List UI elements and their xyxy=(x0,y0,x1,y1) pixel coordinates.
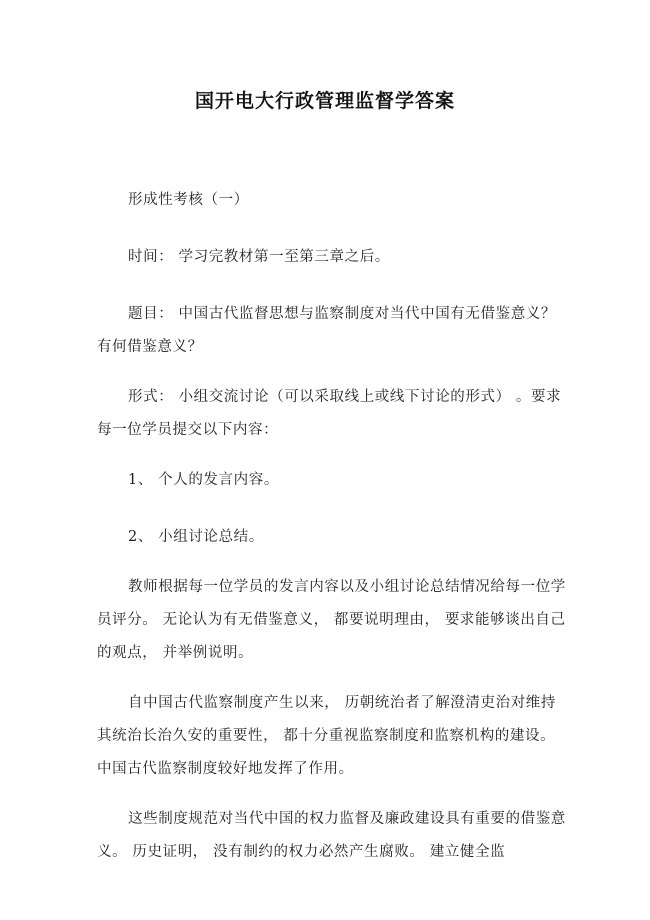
paragraph-grading: 教师根据每一位学员的发言内容以及小组讨论总结情况给每一位学员评分。 无论认为有无借鉴意义， 都要说明理由， 要求能够谈出自己的观点， 并举例说明。 xyxy=(97,579,566,661)
paragraph-item-1: 1、 个人的发言内容。 xyxy=(128,472,279,488)
paragraph-assessment-heading: 形成性考核（一） xyxy=(128,192,249,208)
paragraph-topic: 题目： 中国古代监督思想与监察制度对当代中国有无借鉴意义？有何借鉴意义？ xyxy=(97,306,557,355)
document-body xyxy=(97,184,567,886)
paragraph-format: 形式： 小组交流讨论（可以采取线上或线下讨论的形式） 。要求每一位学员提交以下内容： xyxy=(97,389,562,438)
paragraph-significance: 这些制度规范对当代中国的权力监督及廉政建设具有重要的借鉴意义。 历史证明， 没有制约的权力必然产生腐败。 建立健全监 xyxy=(97,811,566,860)
paragraph-item-2: 2、 小组讨论总结。 xyxy=(128,529,264,545)
document-title: 国开电大行政管理监督学答案 xyxy=(194,90,455,112)
paragraph-history: 自中国古代监察制度产生以来， 历朝统治者了解澄清吏治对维持其统治长治久安的重要性， 都十分重视监察制度和监察机构的建设。 中国古代监察制度较好地发挥了作用。 xyxy=(97,695,557,777)
paragraph-time: 时间： 学习完教材第一至第三章之后。 xyxy=(128,249,390,265)
